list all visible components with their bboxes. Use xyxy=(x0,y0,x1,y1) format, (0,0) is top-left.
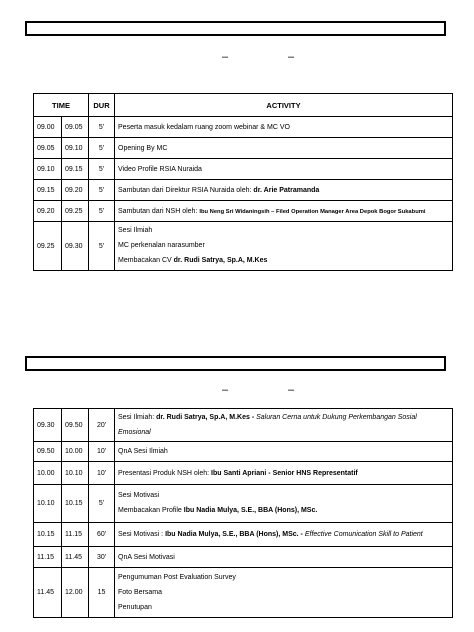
end-time: 10.00 xyxy=(62,442,89,462)
end-time: 12.00 xyxy=(62,568,89,618)
activity: Peserta masuk kedalam ruang zoom webinar & MC VO xyxy=(115,117,453,138)
activity: Video Profile RSIA Nuraida xyxy=(115,159,453,180)
duration: 20' xyxy=(89,409,115,442)
table-row xyxy=(34,117,453,138)
activity: Sambutan dari NSH oleh: Ibu Neng Sri Widaningsih – Filed Operation Manager Area Depok Bogor Sukabumi xyxy=(115,201,453,222)
duration: 5' xyxy=(89,222,115,271)
start-time: 10.15 xyxy=(34,523,62,547)
activity: Sesi Motivasi : Ibu Nadia Mulya, S.E., BBA (Hons), MSc. - Effective Comunication Skill to Patient xyxy=(115,523,453,547)
table-row xyxy=(34,547,453,568)
dash-1: – xyxy=(222,51,229,63)
end-time: 09.50 xyxy=(62,409,89,442)
table-row xyxy=(34,201,453,222)
table-row xyxy=(34,180,453,201)
duration: 5' xyxy=(89,201,115,222)
start-time: 09.50 xyxy=(34,442,62,462)
duration: 5' xyxy=(89,159,115,180)
dash-4: – xyxy=(288,384,295,396)
table-row xyxy=(34,462,453,485)
table-row xyxy=(34,523,453,547)
table-row xyxy=(34,409,453,442)
start-time: 09.20 xyxy=(34,201,62,222)
table-row xyxy=(34,485,453,523)
end-time: 09.15 xyxy=(62,159,89,180)
activity: Sambutan dari Direktur RSIA Nuraida oleh: dr. Arie Patramanda xyxy=(115,180,453,201)
activity: Presentasi Produk NSH oleh: Ibu Santi Apriani - Senior HNS Representatif xyxy=(115,462,453,485)
start-time: 10.00 xyxy=(34,462,62,485)
title-box-2 xyxy=(25,356,446,371)
start-time: 09.25 xyxy=(34,222,62,271)
table-row xyxy=(34,159,453,180)
start-time: 11.45 xyxy=(34,568,62,618)
activity: Opening By MC xyxy=(115,138,453,159)
duration: 30' xyxy=(89,547,115,568)
header-time: TIME xyxy=(34,94,89,117)
start-time: 10.10 xyxy=(34,485,62,523)
activity: Sesi Motivasi Membacakan Profile Ibu Nadia Mulya, S.E., BBA (Hons), MSc. xyxy=(115,485,453,523)
end-time: 11.15 xyxy=(62,523,89,547)
duration: 5' xyxy=(89,180,115,201)
start-time: 09.00 xyxy=(34,117,62,138)
duration: 10' xyxy=(89,462,115,485)
start-time: 09.15 xyxy=(34,180,62,201)
table-row xyxy=(34,222,453,271)
dash-3: – xyxy=(222,384,229,396)
start-time: 11.15 xyxy=(34,547,62,568)
schedule-table-2 xyxy=(33,408,453,618)
end-time: 09.20 xyxy=(62,180,89,201)
duration: 15 xyxy=(89,568,115,618)
header-dur: DUR xyxy=(89,94,115,117)
activity: QnA Sesi Ilmiah xyxy=(115,442,453,462)
activity: Sesi Ilmiah MC perkenalan narasumber Membacakan CV dr. Rudi Satrya, Sp.A, M.Kes xyxy=(115,222,453,271)
duration: 5' xyxy=(89,117,115,138)
dash-2: – xyxy=(288,51,295,63)
duration: 5' xyxy=(89,138,115,159)
end-time: 09.10 xyxy=(62,138,89,159)
activity: Pengumuman Post Evaluation Survey Foto Bersama Penutupan xyxy=(115,568,453,618)
start-time: 09.05 xyxy=(34,138,62,159)
header-activity: ACTIVITY xyxy=(115,94,453,117)
end-time: 09.25 xyxy=(62,201,89,222)
end-time: 09.30 xyxy=(62,222,89,271)
activity: QnA Sesi Motivasi xyxy=(115,547,453,568)
table-row xyxy=(34,568,453,618)
title-box-1 xyxy=(25,21,446,36)
table-row xyxy=(34,138,453,159)
activity: Sesi Ilmiah: dr. Rudi Satrya, Sp.A, M.Kes - Saluran Cerna untuk Dukung Perkembangan Sosial Emosional xyxy=(115,409,453,442)
duration: 5' xyxy=(89,485,115,523)
end-time: 11.45 xyxy=(62,547,89,568)
table-row xyxy=(34,442,453,462)
duration: 10' xyxy=(89,442,115,462)
end-time: 09.05 xyxy=(62,117,89,138)
duration: 60' xyxy=(89,523,115,547)
schedule-table-1 xyxy=(33,93,453,271)
start-time: 09.30 xyxy=(34,409,62,442)
start-time: 09.10 xyxy=(34,159,62,180)
end-time: 10.10 xyxy=(62,462,89,485)
table-header xyxy=(34,94,453,117)
end-time: 10.15 xyxy=(62,485,89,523)
